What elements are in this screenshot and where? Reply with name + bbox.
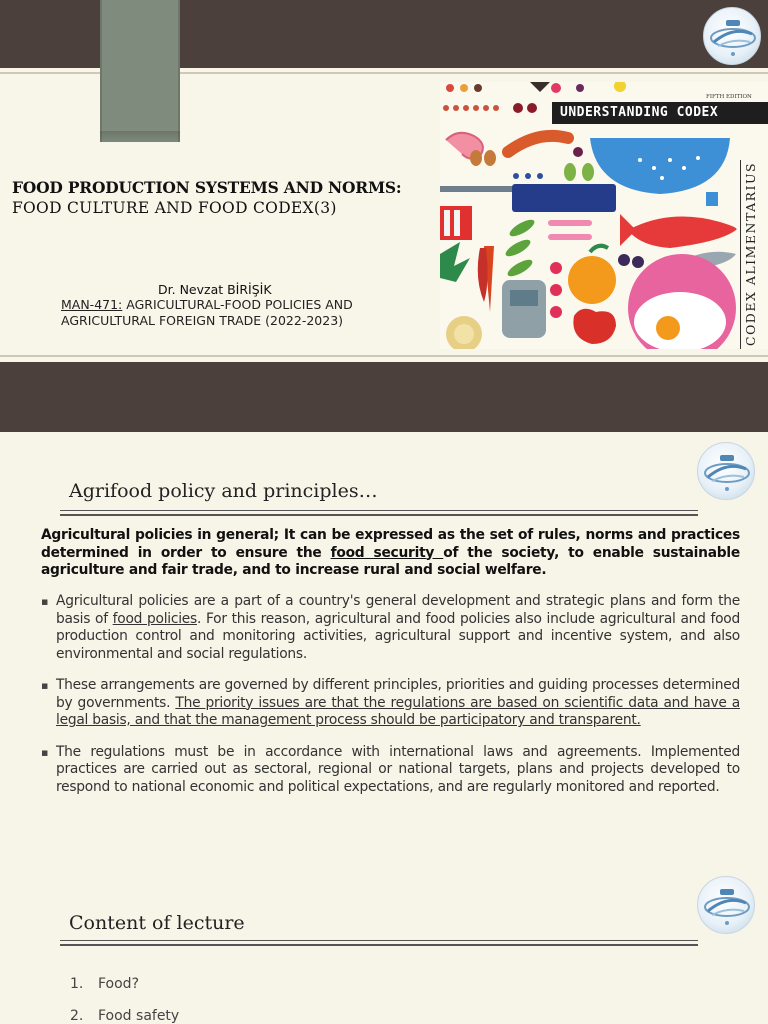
bookmark-ribbon: [100, 0, 180, 142]
intro-underlined-term: food security: [330, 544, 444, 561]
list-item: [41, 744, 740, 797]
bullet-text: Agricultural policies are a part of a country's general development and strategic plans and form the basis of: [56, 593, 740, 627]
intro-paragraph: [41, 527, 740, 580]
heading-rule-thick: [60, 514, 698, 516]
bullet-icon: ▪: [41, 745, 49, 759]
list-item: [70, 1000, 179, 1024]
university-logo-icon: [703, 7, 761, 65]
cover-title-banner: UNDERSTANDING CODEX: [552, 102, 768, 124]
bullet-text: The regulations must be in accordance with international laws and agreements. Implemented practices are carried out as sectoral, regional or national targets, plans and projects developed to respond to national economic and political expectations, and are regularly monitored and reported.: [56, 743, 740, 795]
slide-heading: Agrifood policy and principles…: [69, 480, 378, 502]
bullet-underlined-term: food policies: [112, 610, 197, 627]
author-name: Dr. Nevzat BİRİŞİK: [158, 282, 272, 297]
item-number: 2.: [70, 1008, 84, 1024]
slide-title-line2: FOOD CULTURE AND FOOD CODEX(3): [12, 199, 337, 217]
course-info: [61, 297, 421, 329]
bottom-band: [0, 362, 768, 432]
bullet-icon: ▪: [41, 679, 49, 692]
bottom-divider: [0, 355, 768, 357]
intro-text-2: of the society, to enable sustainable agriculture and fair trade, and to increase rural and social welfare.: [41, 544, 740, 578]
slide-title-line1: FOOD PRODUCTION SYSTEMS AND NORMS:: [12, 178, 402, 197]
university-logo-icon: [697, 442, 755, 500]
content-list: [70, 968, 179, 1024]
bullet-text: These arrangements are governed by different principles, priorities and guiding processes determined by governments.: [56, 677, 740, 711]
item-number: 1.: [70, 976, 84, 992]
cover-edition-label: FIFTH EDITION: [706, 94, 752, 100]
policy-slide: [0, 432, 768, 854]
list-item: [41, 593, 740, 663]
heading-rule-thick: [60, 944, 698, 946]
university-logo-icon: [697, 876, 755, 934]
cover-spine: [740, 160, 768, 349]
course-line1: AGRICULTURAL-FOOD POLICIES AND: [122, 297, 353, 312]
title-slide: [0, 0, 768, 432]
list-item: [41, 677, 740, 730]
bullet-text: . For this reason, agricultural and food policies also include agricultural and food production control and monitoring activities, agricultural support and incentive system, and also environmental and social regulations.: [56, 610, 740, 662]
bullet-underlined-term: The priority issues are that the regulations are based on scientific data and have a legal basis, and that the management process should be participatory and transparent.: [56, 694, 740, 728]
heading-rule: [60, 510, 698, 511]
item-label: Food safety: [98, 1008, 180, 1024]
cover-spine-text: CODEX ALIMENTARIUS: [743, 161, 758, 346]
book-cover-image: [440, 82, 768, 349]
bullet-list: [41, 593, 740, 810]
list-item: [70, 968, 179, 1000]
content-slide: [0, 854, 768, 1024]
course-line2: AGRICULTURAL FOREIGN TRADE (2022-2023): [61, 313, 344, 328]
intro-text-1: Agricultural policies in general; It can be expressed as the set of rules, norms and practices determined in order to ensure the: [41, 527, 740, 561]
bullet-icon: ▪: [41, 595, 49, 608]
slide-heading: Content of lecture: [69, 912, 245, 934]
heading-rule: [60, 940, 698, 941]
item-label: Food?: [98, 976, 140, 992]
course-code: MAN-471:: [61, 297, 123, 312]
